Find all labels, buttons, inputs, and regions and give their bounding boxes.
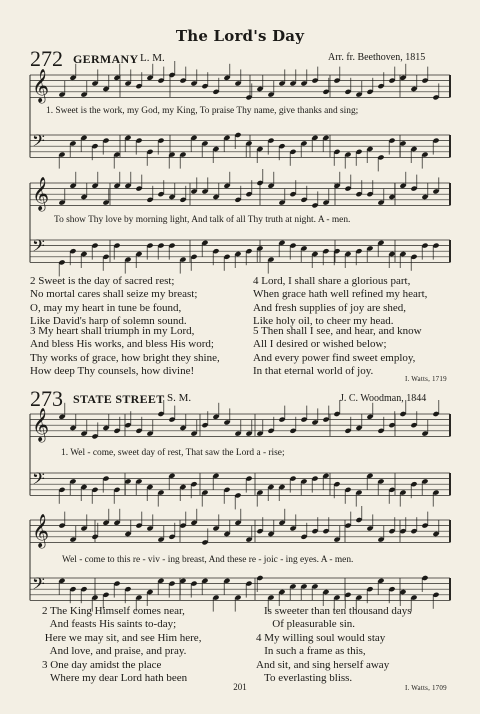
stanza-272-2: 2 Sweet is the day of sacred rest; No mortal cares shall seize my breast; O, may my heart in tune be found, Like David's harp of solemn sound.: [30, 275, 198, 328]
treble-clef-icon: 𝄞: [32, 407, 50, 442]
stanza-272-5: 5 Then shall I see, and hear, and know All I desired or wished below; And every power find sweet employ, In that eternal world of joy.: [253, 325, 422, 378]
bass-clef-icon: 𝄢: [32, 130, 45, 155]
arranger-272: Arr. fr. Beethoven, 1815: [328, 52, 426, 63]
page-title: The Lord's Day: [175, 27, 305, 45]
lyric-272-line-2: To show Thy love by morning light, And talk of all Thy truth at night. A - men.: [54, 215, 351, 225]
lyric-273-line-2: Wel - come to this re - viv - ing breast, And these re - joic - ing eyes. A - men.: [62, 555, 354, 565]
stanza-273-4: 4 My willing soul would stay In such a frame as this, And sit, and sing herself away To everlasting bliss.: [256, 632, 390, 685]
bass-clef-icon: 𝄢: [32, 573, 45, 598]
hymn-number-273: 273: [30, 386, 63, 411]
stanza-273-3-end: Is sweeter than ten thousand days Of pleasurable sin.: [264, 605, 412, 631]
composer-273: J. C. Woodman, 1844: [340, 393, 427, 404]
tune-name-273: STATE STREET: [73, 392, 165, 406]
lyric-272-line-1: 1. Sweet is the work, my God, my King, To praise Thy name, give thanks and sing;: [46, 106, 359, 116]
lyric-273-line-1: 1. Wel - come, sweet day of rest, That saw the Lord a - rise;: [61, 448, 285, 458]
bass-clef-icon: 𝄢: [32, 468, 45, 493]
stanza-273-2: 2 The King Himself comes near, And feasts His saints to-day; Here we may sit, and see Him here, And love, and praise, and pray.: [42, 605, 202, 658]
meter-273: S. M.: [167, 392, 192, 404]
bass-clef-icon: 𝄢: [32, 235, 45, 260]
treble-clef-icon: 𝄞: [32, 68, 50, 103]
author-273: I. Watts, 1709: [405, 684, 447, 692]
treble-clef-icon: 𝄞: [32, 513, 50, 548]
treble-clef-icon: 𝄞: [32, 176, 50, 211]
author-272: I. Watts, 1719: [405, 375, 447, 383]
stanza-272-3: 3 My heart shall triumph in my Lord, And bless His works, and bless His word; Thy works of grace, how bright they shine, How deep Thy counsels, how divine!: [30, 325, 220, 378]
tune-name-272: GERMANY: [73, 52, 139, 66]
page-number: 201: [233, 682, 247, 692]
stanza-272-4: 4 Lord, I shall share a glorious part, When grace hath well refined my heart, And fresh supplies of joy are shed, Like holy oil, to cheer my head.: [253, 275, 428, 328]
stanza-273-3-start: 3 One day amidst the place Where my dear Lord hath been: [42, 659, 188, 685]
hymn-number-272: 272: [30, 46, 63, 71]
meter-272: L. M.: [140, 52, 165, 64]
